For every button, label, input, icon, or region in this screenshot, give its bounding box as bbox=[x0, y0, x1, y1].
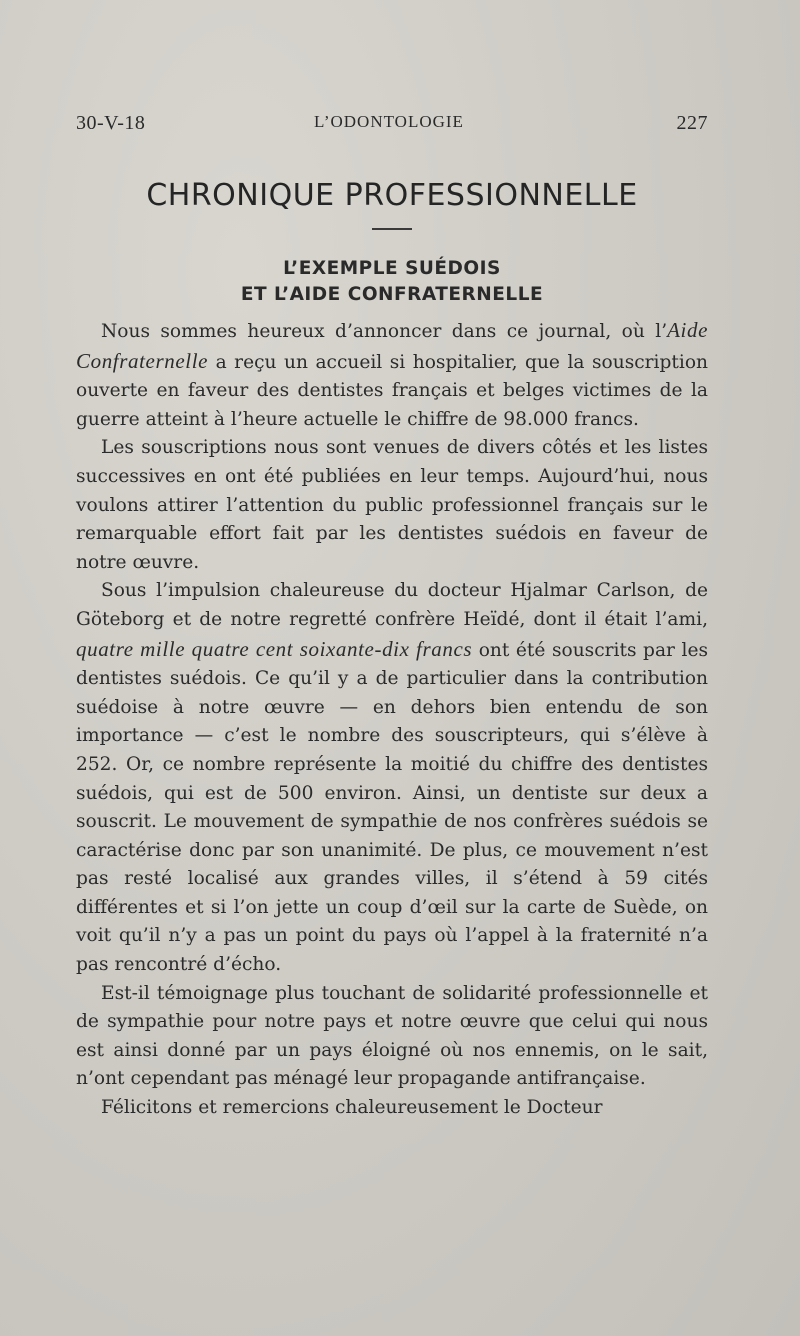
page-number: 227 bbox=[676, 112, 708, 134]
issue-date: 30-V-18 bbox=[76, 112, 146, 134]
paragraph-3-start: Sous l’impulsion chaleureuse du docteur Hjalmar Carlson, de Göteborg et de notre regretté confrère Heïdé, dont il était l’ami, bbox=[76, 580, 708, 630]
paragraph-3-end: ont été souscrits par les dentistes suédois. Ce qu’il y a de particulier dans la contribution suédoise à notre œuvre — en dehors bien entendu de son importance — c’est le nombre des souscripteurs, qui s’élève à 252. Or, ce nombre représente la moitié du chiffre des dentistes suédois, qui est de 500 environ. Ainsi, un dentiste sur deux a souscrit. Le mouvement de sympathie de nos confrères suédois se caractérise donc par son unanimité. De plus, ce mouvement n’est pas resté localisé aux grandes villes, il s’étend à 59 cités différentes et si l’on jette un coup d’œil sur la carte de Suède, on voit qu’il n’y a pas un point du pays où l’appel à la fraternité n’a pas rencontré d’écho. bbox=[76, 639, 708, 976]
section-title: CHRONIQUE PROFESSIONNELLE bbox=[146, 178, 638, 213]
title-rule bbox=[372, 228, 412, 230]
running-head bbox=[76, 112, 708, 142]
paragraph-1 bbox=[76, 316, 708, 434]
paragraph-4: Est-il témoignage plus touchant de solidarité professionnelle et de sympathie pour notre pays et notre œuvre que celui qui nous est ainsi donné par un pays éloigné où nos ennemis, on le sait, n’ont cependant pas ménagé leur propagande antifrançaise. bbox=[76, 982, 708, 1090]
paragraph-2: Les souscriptions nous sont venues de divers côtés et les listes successives en ont été publiées en leur temps. Aujourd’hui, nous voulons attirer l’attention du public professionnel français sur le remarquable effort fait par les dentistes suédois en faveur de notre œuvre. bbox=[76, 437, 708, 573]
journal-name: L’ODONTOLOGIE bbox=[314, 112, 464, 131]
article-title-line-2: ET L’AIDE CONFRATERNELLE bbox=[240, 284, 544, 305]
article-title-line-1: L’EXEMPLE SUÉDOIS bbox=[283, 258, 501, 279]
paragraph-1-end: a reçu un accueil si hospitalier, que la souscription ouverte en faveur des dentistes français et belges victimes de la guerre atteint à l’heure actuelle le chiffre de 98.000 francs. bbox=[76, 351, 708, 430]
paragraph-1-italic: Aide Confraternelle bbox=[76, 318, 708, 373]
paragraph-1-start: Nous sommes heureux d’annoncer dans ce journal, où l’ bbox=[101, 321, 668, 342]
paragraph-3 bbox=[76, 577, 708, 979]
article-body bbox=[76, 316, 708, 1123]
article-title bbox=[76, 256, 708, 308]
paragraph-5: Félicitons et remercions chaleureusement le Docteur bbox=[101, 1097, 603, 1119]
paragraph-3-italic: quatre mille quatre cent soixante-dix francs bbox=[76, 636, 473, 661]
